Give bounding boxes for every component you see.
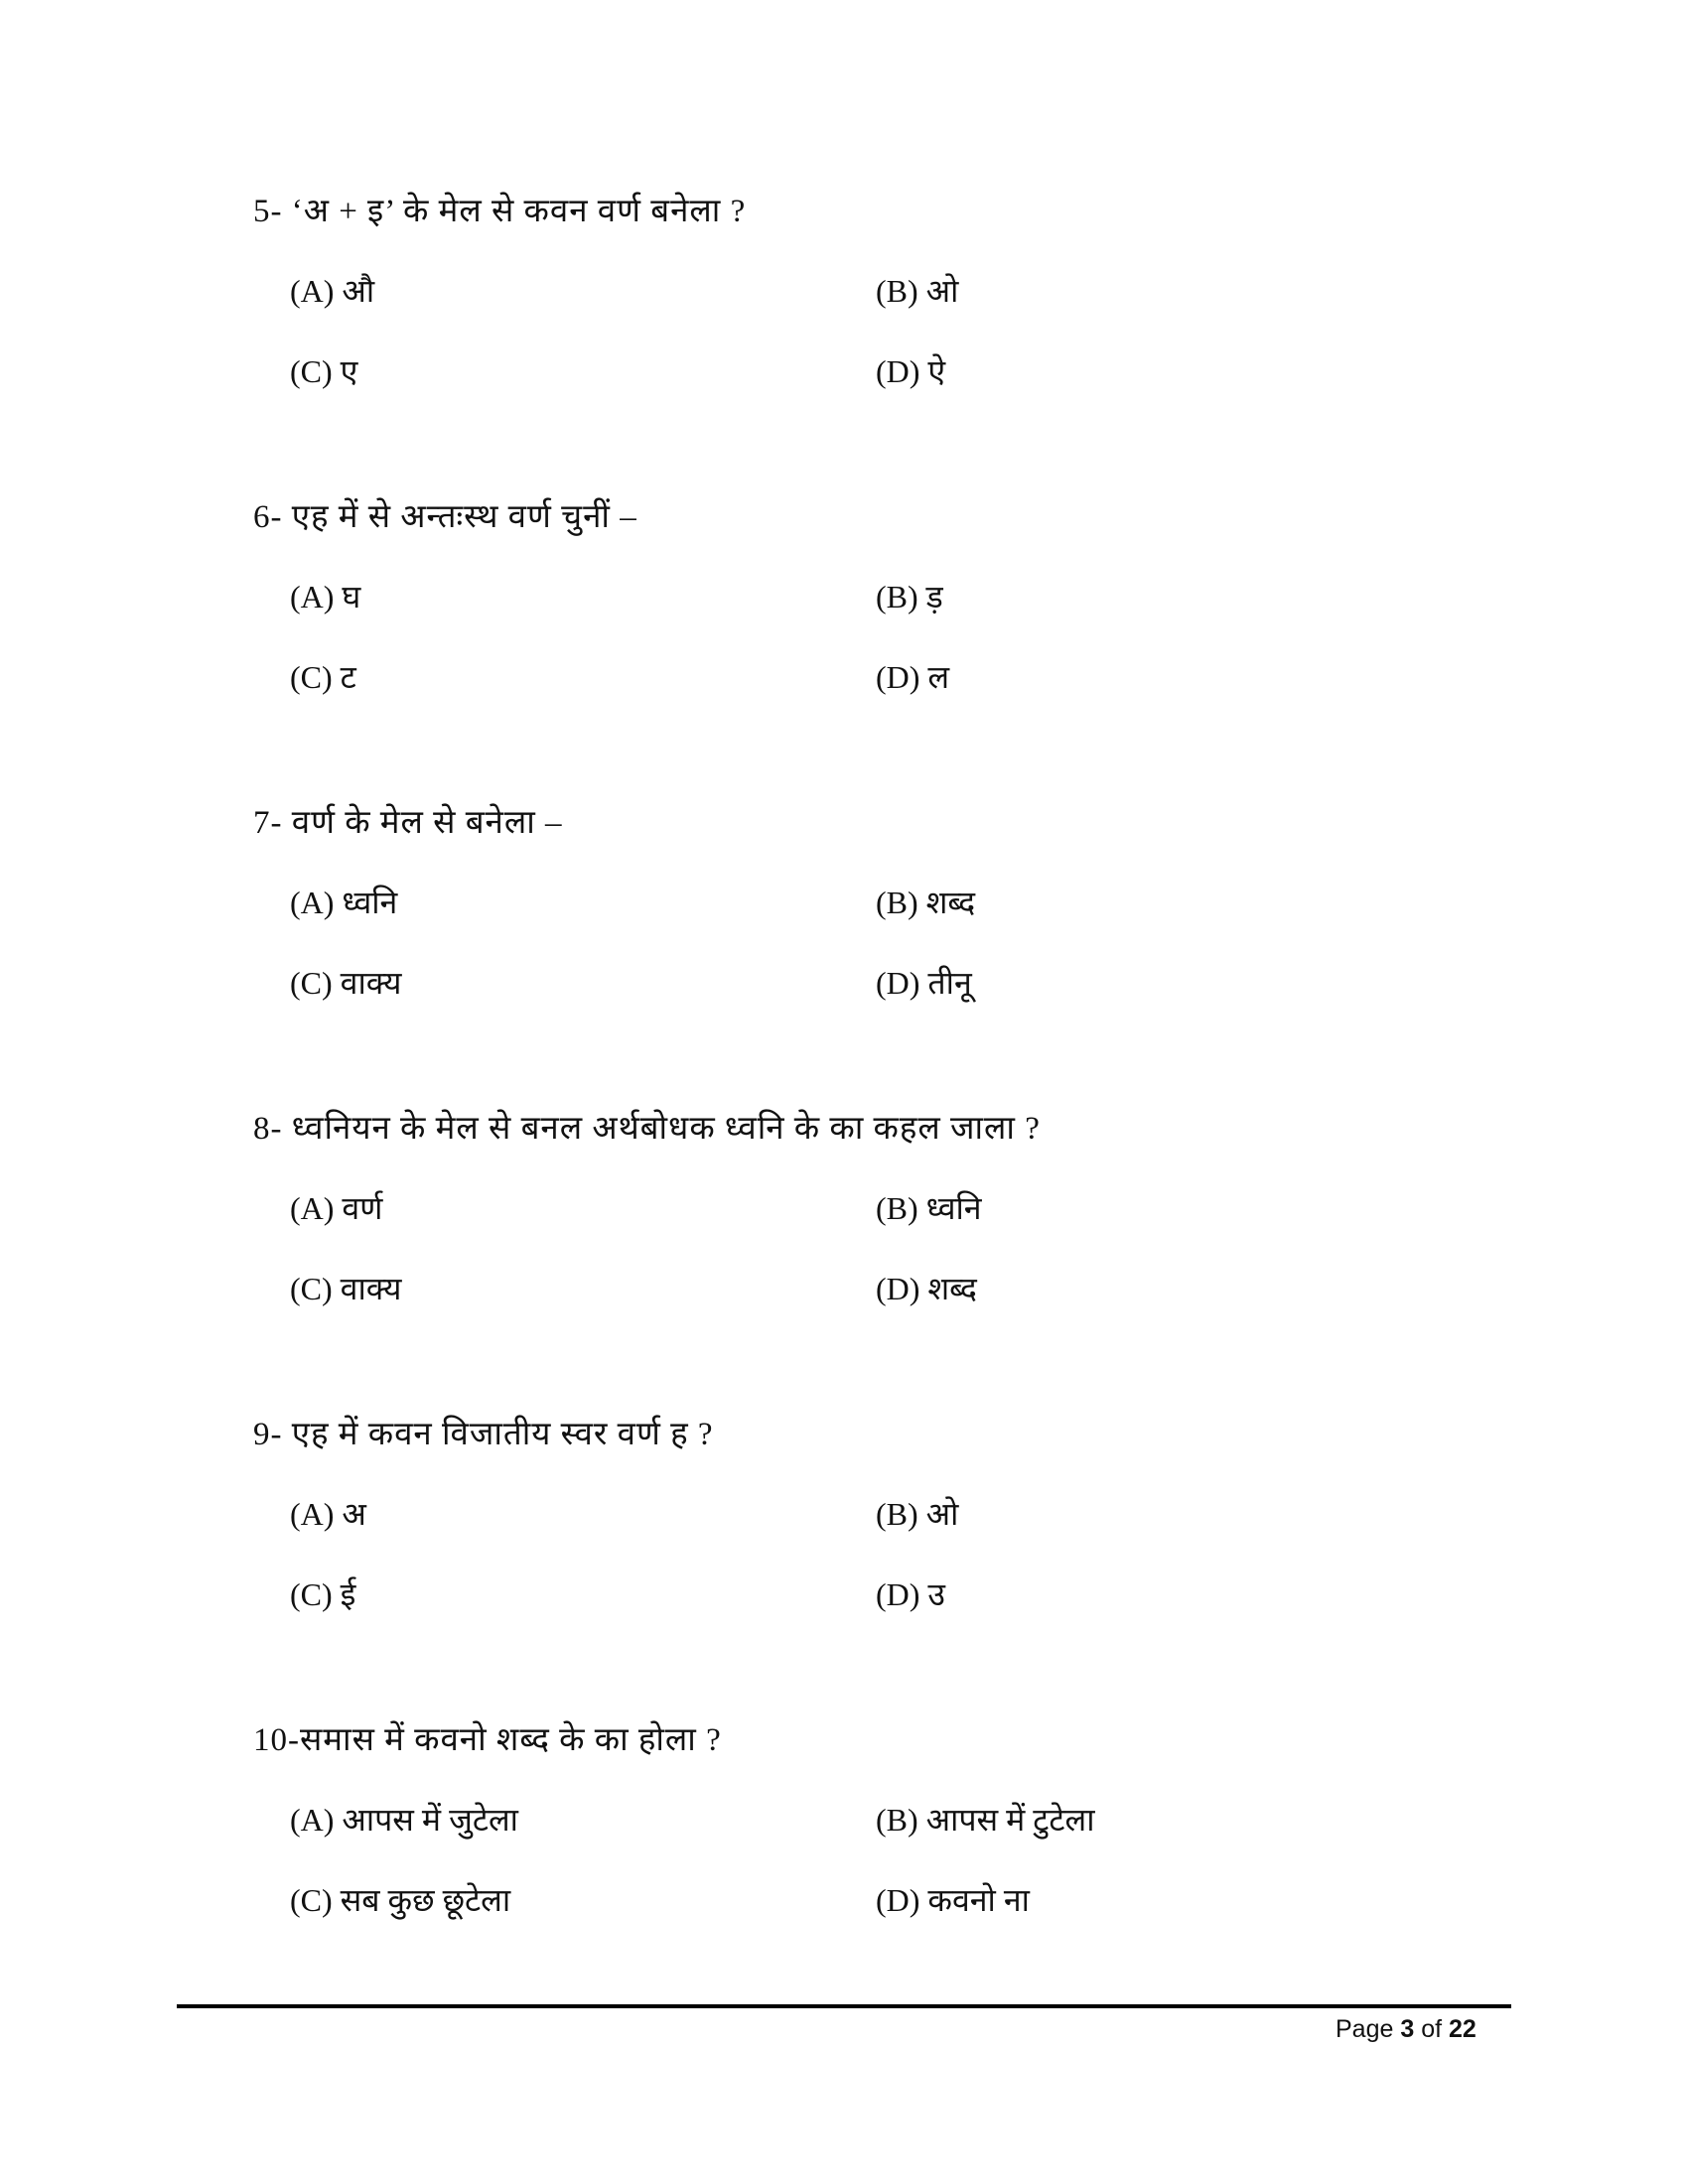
question-text: 10-समास में कवनो शब्द के का होला ?	[253, 1722, 722, 1758]
question-text: 5- ‘अ + इ’ के मेल से कवन वर्ण बनेला ?	[253, 194, 747, 229]
question-text: 7- वर्ण के मेल से बनेला –	[253, 805, 563, 841]
answer-option: (C) सब कुछ छूटेला	[290, 1882, 511, 1918]
answer-option: (B) ड़	[876, 579, 943, 614]
current-page: 3	[1400, 2015, 1415, 2043]
answer-option: (D) ल	[876, 659, 950, 695]
answer-option: (C) वाक्य	[290, 1271, 402, 1306]
answer-option: (A) वर्ण	[290, 1190, 383, 1226]
page-number	[1336, 2015, 1477, 2044]
answer-option: (A) आपस में जुटेला	[290, 1802, 518, 1838]
question-text: 8- ध्वनियन के मेल से बनल अर्थबोधक ध्वनि के का कहल जाला ?	[253, 1111, 1041, 1147]
answer-option: (B) ध्वनि	[876, 1190, 982, 1226]
footer-divider	[177, 2004, 1511, 2008]
answer-option: (B) आपस में टुटेला	[876, 1802, 1095, 1838]
page-word: Page	[1336, 2015, 1394, 2043]
answer-option: (A) औ	[290, 273, 375, 309]
answer-option: (D) कवनो ना	[876, 1882, 1030, 1918]
answer-option: (D) ऐ	[876, 353, 946, 389]
question-text: 6- एह में से अन्तःस्थ वर्ण चुनीं –	[253, 499, 637, 535]
answer-option: (C) ट	[290, 659, 356, 695]
answer-option: (B) शब्द	[876, 885, 976, 920]
answer-option: (D) तीनू	[876, 965, 972, 1001]
answer-option: (A) घ	[290, 579, 361, 614]
total-pages: 22	[1449, 2015, 1477, 2043]
answer-option: (C) वाक्य	[290, 965, 402, 1001]
answer-option: (A) अ	[290, 1496, 366, 1532]
answer-option: (D) शब्द	[876, 1271, 977, 1306]
answer-option: (B) ओ	[876, 273, 959, 309]
answer-option: (C) ए	[290, 353, 358, 389]
of-word: of	[1421, 2015, 1443, 2043]
question-text: 9- एह में कवन विजातीय स्वर वर्ण ह ?	[253, 1417, 714, 1452]
answer-option: (B) ओ	[876, 1496, 959, 1532]
answer-option: (D) उ	[876, 1576, 945, 1612]
answer-option: (C) ई	[290, 1576, 356, 1612]
answer-option: (A) ध्वनि	[290, 885, 398, 920]
